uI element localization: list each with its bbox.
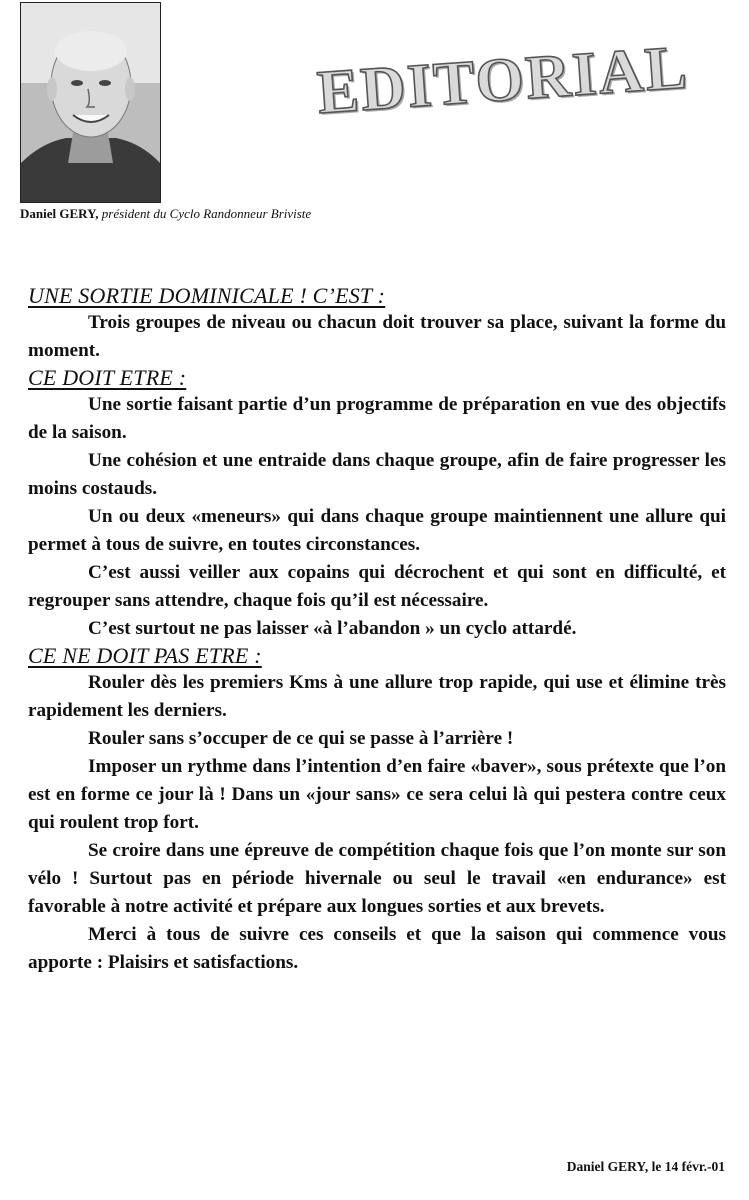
paragraph: Un ou deux «meneurs» qui dans chaque groupe maintiennent une allure qui permet à tous de suivre, en toutes circonstances. bbox=[28, 506, 726, 555]
article-body bbox=[28, 283, 726, 977]
caption-role: président du Cyclo Randonneur Briviste bbox=[101, 206, 312, 221]
editorial-title: EDITORIAL bbox=[315, 33, 691, 128]
paragraph: Rouler dès les premiers Kms à une allure trop rapide, qui use et élimine très rapidement les derniers. bbox=[28, 672, 726, 721]
section-heading-ce-ne-doit-pas-etre: CE NE DOIT PAS ETRE : bbox=[28, 643, 262, 668]
paragraph: Rouler sans s’occuper de ce qui se passe à l’arrière ! bbox=[88, 728, 514, 749]
paragraph: Imposer un rythme dans l’intention d’en faire «baver», sous prétexte que l’on est en forme ce jour là ! Dans un «jour sans» ce sera celui là qui pestera contre ceux qui roulent trop fort. bbox=[28, 756, 726, 833]
section-heading-sortie: UNE SORTIE DOMINICALE ! C’EST : bbox=[28, 283, 386, 308]
portrait-photo bbox=[20, 2, 161, 203]
paragraph: Trois groupes de niveau ou chacun doit trouver sa place, suivant la forme du moment. bbox=[28, 312, 726, 361]
caption-name: Daniel GERY, bbox=[20, 206, 99, 221]
paragraph: Une sortie faisant partie d’un programme de préparation en vue des objectifs de la saison. bbox=[28, 394, 726, 443]
photo-caption bbox=[20, 206, 480, 222]
section-heading-ce-doit-etre: CE DOIT ETRE : bbox=[28, 365, 187, 390]
paragraph: Une cohésion et une entraide dans chaque groupe, afin de faire progresser les moins costauds. bbox=[28, 450, 726, 499]
paragraph: Merci à tous de suivre ces conseils et que la saison qui commence vous apporte : Plaisirs et satisfactions. bbox=[28, 924, 726, 973]
signature: Daniel GERY, le 14 févr.-01 bbox=[566, 1159, 725, 1174]
paragraph: C’est aussi veiller aux copains qui décrochent et qui sont en difficulté, et regrouper sans attendre, chaque fois qu’il est nécessaire. bbox=[28, 562, 726, 611]
paragraph: Se croire dans une épreuve de compétition chaque fois que l’on monte sur son vélo ! Surtout pas en période hivernale ou seul le travail «en endurance» est favorable à notre activité et prépare aux longues sorties et aux brevets. bbox=[28, 840, 726, 917]
paragraph: C’est surtout ne pas laisser «à l’abandon » un cyclo attardé. bbox=[88, 618, 577, 639]
portrait-figure bbox=[21, 3, 160, 202]
